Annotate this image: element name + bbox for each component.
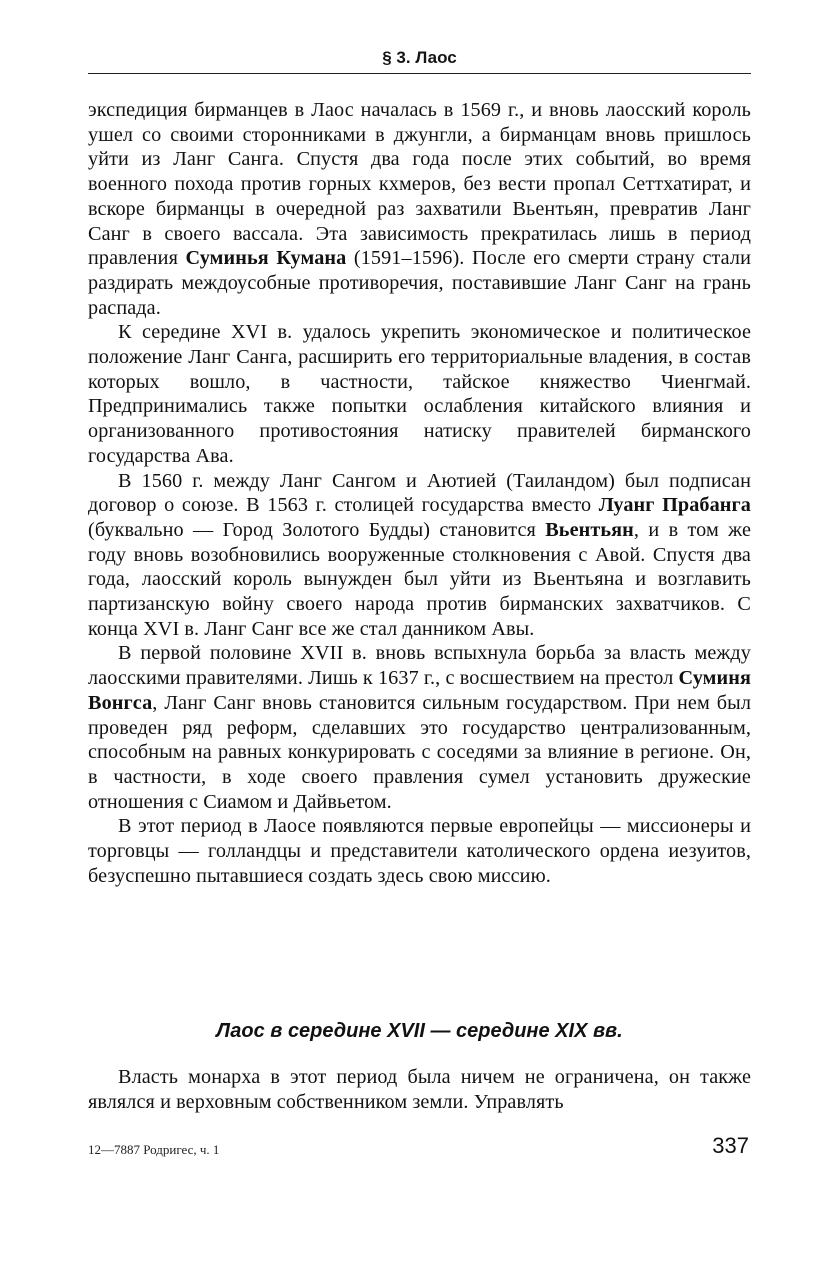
paragraph-1-text-a: экспедиция бирманцев в Лаос началась в 1569 г., и вновь лаосский король ушел со своими сторонниками в джунгли, а бирманцам вновь пришлось уйти из Ланг Санга. Спустя два года после этих событий, во время военного похода против горных кхмеров, без вести пропал Сеттхатират, и вскоре бирманцы в очередной раз захватили Вьентьян, превратив Ланг Санг в своего вассала. Эта зависимость прекратилась лишь в период правления [88, 99, 751, 270]
page-number: 337 [712, 1133, 749, 1158]
paragraph-4-text-a: В первой половине XVII в. вновь вспыхнула борьба за власть между лаосскими правителями. Лишь к 1637 г., с восшествием на престол [88, 642, 751, 690]
paragraph-6: Власть монарха в этот период была ничем не ограничена, он также являлся и верховным собственником земли. Управлять [88, 1066, 751, 1113]
city-name-vientiane: Вьентьян [545, 518, 634, 541]
section-text [88, 1065, 751, 1114]
main-text [88, 98, 751, 889]
paragraph-5: В этот период в Лаосе появляются первые европейцы — миссионеры и торговцы — голландцы и представители католического ордена иезуитов, безуспешно пытавшиеся создать здесь свою миссию. [88, 815, 751, 887]
paragraph-1 [88, 98, 751, 320]
paragraph-3-text-c: (буквально — Город Золотого Будды) становится [88, 518, 546, 541]
paragraph-3-text-a: В 1560 г. между Ланг Сангом и Аютией (Таиландом) был подписан договор о союзе. В 1563 г. столицей государства вместо [88, 469, 751, 517]
paragraph-4 [88, 641, 751, 814]
header-rule [88, 73, 751, 74]
running-header: § 3. Лаос [382, 48, 457, 67]
city-name-luang-prabang: Луанг Прабанга [598, 494, 751, 517]
paragraph-2: К середине XVI в. удалось укрепить экономическое и политическое положение Ланг Санга, расширить его территориальные владения, в состав которых вошло, в частности, тайское княжество Чиенгмай. Предпринимались также попытки ослабления китайского влияния и организованного противостояния натиску правителей бирманского государства Ава. [88, 321, 751, 467]
ruler-name-suminya-vongsa: Суминя Вонгса [88, 667, 751, 714]
paragraph-3-text-e: , и в том же году вновь возобновились вооруженные столкновения с Авой. Спустя два года, лаосский король вынужден был уйти из Вьентьяна и возглавить партизанскую войну своего народа против бирманских захватчиков. С конца XVI в. Ланг Санг все же стал данником Авы. [88, 518, 752, 640]
print-signature-mark: 12—7887 Родригес, ч. 1 [88, 1142, 220, 1157]
paragraph-1-text-c: (1591–1596). После его смерти страну стали раздирать междоусобные противоречия, поставившие Ланг Санг на грань распада. [88, 247, 751, 319]
paragraph-4-text-c: , Ланг Санг вновь становится сильным государством. При нем был проведен ряд реформ, сделавших это государство централизованным, способным на равных конкурировать с соседями за влияние в регионе. Он, в частности, в ходе своего правления сумел установить дружеские отношения с Сиамом и Дайвьетом. [88, 691, 751, 813]
paragraph-3 [88, 469, 751, 642]
ruler-name-suminya-kuman: Суминья Кумана [185, 247, 347, 270]
section-heading: Лаос в середине XVII — середине XIX вв. [216, 1020, 623, 1042]
